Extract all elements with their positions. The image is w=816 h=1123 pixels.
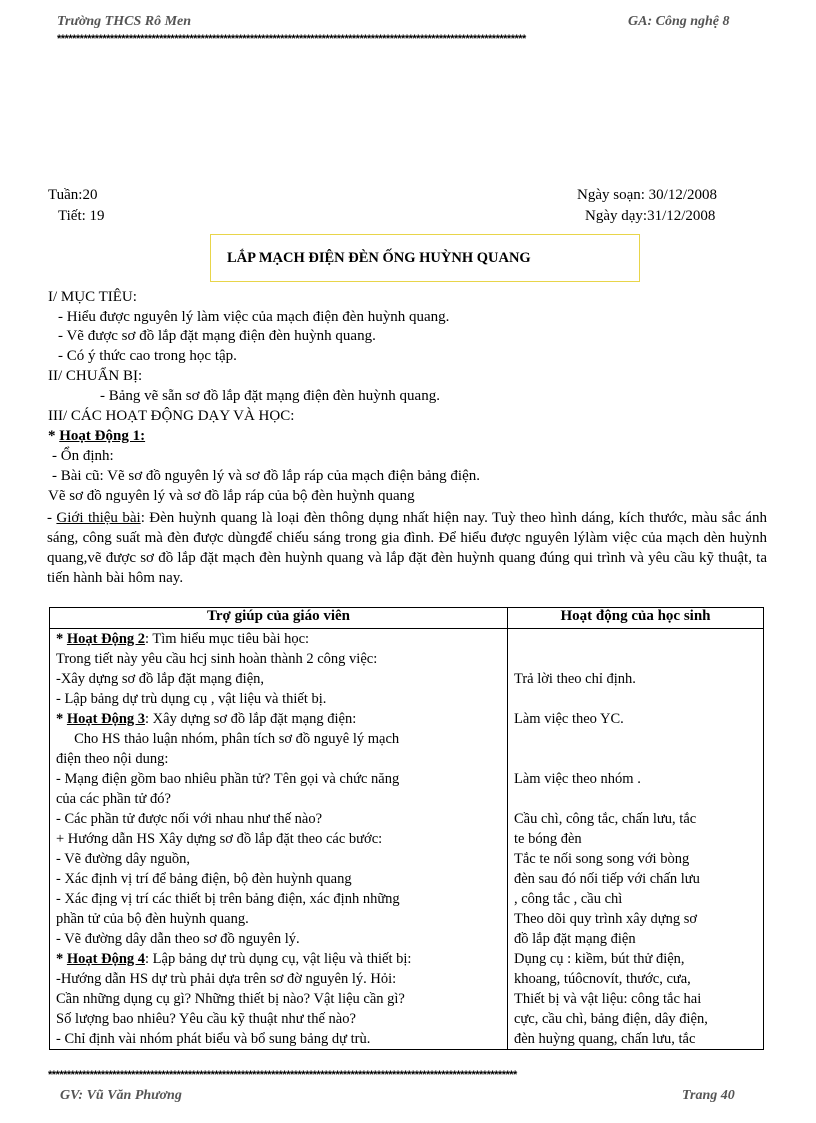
activity-1-star: *: [48, 428, 60, 444]
teacher-name: GV: Vũ Văn Phương: [60, 1088, 182, 1103]
teacher-line: Trong tiết này yêu cầu hcj sinh hoàn thành 2 công việc:: [56, 651, 378, 667]
teacher-line: - Vẽ đường dây nguồn,: [56, 851, 191, 867]
teacher-line: - Vẽ đường dây dẫn theo sơ đồ nguyên lý.: [56, 931, 300, 947]
lesson-title-box: [210, 234, 640, 282]
teacher-cell: [50, 629, 508, 1050]
spacer: [514, 689, 757, 709]
activity-3-text: : Xây dựng sơ đồ lắp đặt mạng điện:: [145, 711, 357, 727]
activity-3-line: [56, 709, 501, 729]
teacher-line: + Hướng dẫn HS Xây dựng sơ đồ lắp đặt theo các bước:: [56, 831, 383, 847]
prep-date: Ngày soạn: 30/12/2008: [577, 187, 717, 203]
teacher-line: Cần những dụng cụ gì? Những thiết bị nào? Vật liệu cần gì?: [56, 991, 405, 1007]
activities-heading: III/ CÁC HOẠT ĐỘNG DẠY VÀ HỌC:: [48, 408, 295, 424]
intro-text: : Đèn huỳnh quang là loại đèn thông dụng nhất hiện nay. Tuỳ theo hình dáng, kích thước, màu sắc ánh sáng, công suất mà đèn được dùngđể chiếu sáng trong gia đình. Để hiểu được nguyên lýlàm việc của mạch dèn huỳnh quang,vẽ được sơ đồ lắp đặt mạch đèn huỳnh quang và lắp đặt đèn huỳnh quang đúng qui trình và yêu cầu kỹ thuật, ta tiến hành bài hôm nay.: [47, 510, 768, 586]
student-line: te bóng đèn: [514, 831, 582, 847]
student-cell: [508, 629, 764, 1050]
student-line: Làm việc theo YC.: [514, 711, 624, 727]
header-divider: ****************************************************************************************************************************: [57, 33, 526, 45]
spacer: [514, 649, 757, 669]
school-name: Trường THCS Rô Men: [57, 14, 192, 29]
teacher-line: điện theo nội dung:: [56, 751, 169, 767]
prep-heading: II/ CHUẨN BỊ:: [48, 368, 143, 384]
activity-1-label: Hoạt Động 1:: [59, 428, 146, 444]
student-line: , công tắc , cầu chì: [514, 891, 623, 907]
activity-2-star: *: [56, 631, 67, 647]
objective-item: - Vẽ được sơ đồ lắp đặt mạng điện đèn huỳnh quang.: [58, 328, 376, 344]
activity-4-line: [56, 949, 501, 969]
student-line: Thiết bị và vật liệu: công tắc hai: [514, 991, 702, 1007]
objective-item: - Có ý thức cao trong học tập.: [58, 348, 237, 364]
teacher-line: -Hướng dẫn HS dự trù phải dựa trên sơ đờ nguyên lý. Hỏi:: [56, 971, 397, 987]
activity-3-label: Hoạt Động 3: [66, 711, 146, 727]
week-label: Tuần:20: [48, 187, 98, 203]
teacher-line: Cho HS thảo luận nhóm, phân tích sơ đồ nguyê lý mạch: [56, 731, 400, 747]
intro-prefix: -: [47, 510, 57, 526]
old-lesson-line: - Bài cũ: Vẽ sơ đồ nguyên lý và sơ đồ lắp ráp của mạch điện bảng điện.: [52, 468, 480, 484]
student-line: Theo dõi quy trình xây dựng sơ: [514, 911, 698, 927]
period-label: Tiết: 19: [58, 208, 105, 224]
subject-label: GA: Công nghệ 8: [628, 14, 730, 29]
activity-3-star: *: [56, 711, 67, 727]
teacher-line: - Xác địng vị trí các thiết bị trên bảng điện, xác định những: [56, 891, 400, 907]
activity-2-line: [56, 629, 501, 649]
table-row: [50, 629, 764, 1050]
spacer: [514, 789, 757, 809]
footer-divider: ****************************************************************************************************************************: [48, 1069, 517, 1081]
student-line: đồ lắp đặt mạng điện: [514, 931, 636, 947]
old-lesson-line-2: Vẽ sơ đồ nguyên lý và sơ đồ lắp ráp của bộ đèn huỳnh quang: [48, 488, 415, 504]
teacher-line: - Các phần tử được nối với nhau như thế nào?: [56, 811, 323, 827]
student-line: Làm việc theo nhóm .: [514, 771, 641, 787]
stabilize-line: - Ổn định:: [52, 448, 114, 464]
objectives-heading: I/ MỤC TIÊU:: [48, 289, 137, 305]
intro-paragraph: [47, 508, 767, 588]
teacher-line: - Lập bảng dự trù dụng cụ , vật liệu và thiết bị.: [56, 691, 327, 707]
activity-2-label: Hoạt Động 2: [66, 631, 146, 647]
table-header-row: [50, 608, 764, 629]
teacher-line: phần tử của bộ đèn huỳnh quang.: [56, 911, 249, 927]
activities-table: [49, 607, 764, 1050]
activity-4-label: Hoạt Động 4: [66, 951, 146, 967]
student-line: đèn huỳng quang, chấn lưu, tắc: [514, 1031, 696, 1047]
teacher-column-header: Trợ giúp của giáo viên: [50, 608, 508, 629]
teacher-line: - Chỉ định vài nhóm phát biểu và bổ sung bảng dự trù.: [56, 1031, 371, 1047]
page-number: Trang 40: [682, 1088, 735, 1103]
intro-label: Giới thiệu bài: [56, 510, 141, 526]
teacher-line: Số lượng bao nhiêu? Yêu cầu kỹ thuật như thế nào?: [56, 1011, 356, 1027]
student-column-header: Hoạt động của học sinh: [508, 608, 764, 629]
student-line: Tắc te nối song song với bòng: [514, 851, 690, 867]
teacher-line: -Xây dựng sơ đồ lắp đặt mạng điện,: [56, 671, 265, 687]
spacer: [514, 629, 757, 649]
teacher-line: của các phần tử đó?: [56, 791, 171, 807]
lesson-title: LẮP MẠCH ĐIỆN ĐÈN ỐNG HUỲNH QUANG: [227, 250, 531, 266]
objective-item: - Hiểu được nguyên lý làm việc của mạch điện đèn huỳnh quang.: [58, 309, 450, 325]
teacher-line: - Xác định vị trí để bảng điện, bộ đèn huỳnh quang: [56, 871, 352, 887]
teacher-line: - Mạng điện gồm bao nhiêu phần tử? Tên gọi và chức năng: [56, 771, 400, 787]
student-line: Cầu chì, công tắc, chấn lưu, tắc: [514, 811, 697, 827]
prep-item: - Bảng vẽ sẵn sơ đồ lắp đặt mạng điện đèn huỳnh quang.: [100, 388, 440, 404]
student-line: khoang, túôcnovít, thước, cưa,: [514, 971, 691, 987]
activity-4-star: *: [56, 951, 67, 967]
teach-date: Ngày dạy:31/12/2008: [585, 208, 716, 224]
student-line: cực, cầu chì, bảng điện, dây điện,: [514, 1011, 708, 1027]
student-line: Trả lời theo chỉ định.: [514, 671, 636, 687]
spacer: [514, 729, 757, 749]
spacer: [514, 749, 757, 769]
activity-4-text: : Lập bảng dự trù dụng cụ, vật liệu và thiết bị:: [145, 951, 412, 967]
student-line: Dụng cụ : kiềm, bút thử điện,: [514, 951, 685, 967]
student-line: đèn sau đó nối tiếp với chấn lưu: [514, 871, 700, 887]
activity-1-heading: [48, 428, 145, 445]
activity-2-text: : Tìm hiểu mục tiêu bài học:: [145, 631, 310, 647]
